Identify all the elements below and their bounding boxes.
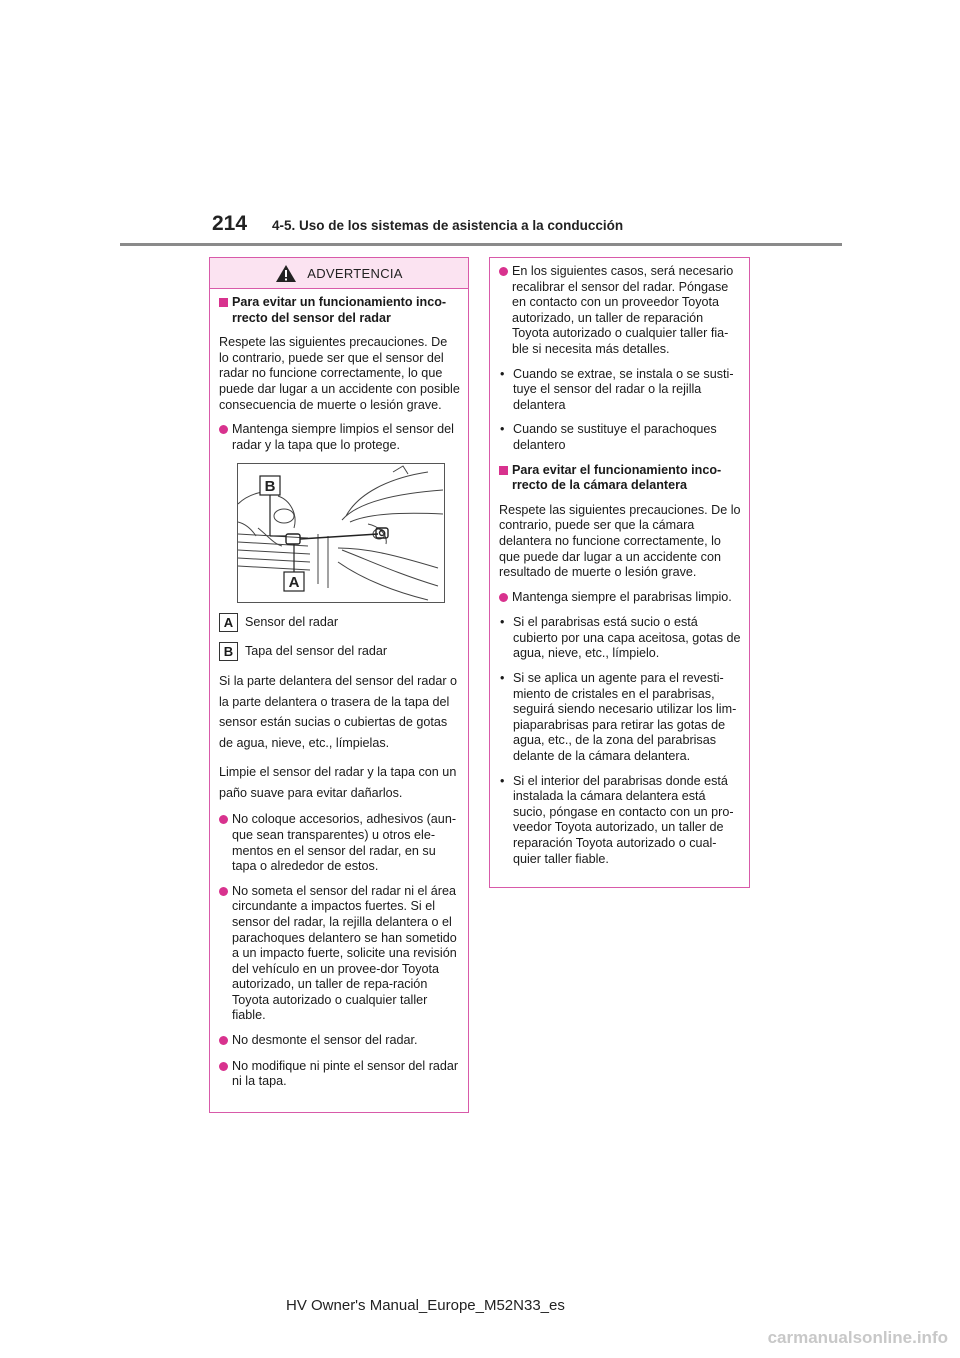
circle-bullet-icon xyxy=(499,593,508,602)
legend-text: Sensor del radar xyxy=(245,615,339,630)
warning-triangle-icon xyxy=(275,264,297,283)
cleaning-paragraph: Limpie el sensor del radar y la tapa con un paño suave para evitar dañarlos. xyxy=(219,765,457,800)
list-item: Mantenga siempre el parabrisas limpio. xyxy=(499,590,741,607)
camera-intro: Respete las siguientes precauciones. De lo contrario, puede ser que la cámara delantera no funcione correctamente, lo que puede dar lugar a un accidente con resultado de muerte o lesión grave. xyxy=(499,502,741,580)
radar-heading: Para evitar un funcionamiento inco-rrecto del sensor del radar xyxy=(219,295,460,326)
car-front-drawing xyxy=(238,464,444,602)
list-item: No coloque accesorios, adhesivos (aun-que sean transparentes) u otros ele-mentos en el sensor del radar, en su tapa o alrededor de estos. xyxy=(219,812,460,874)
sub-bullet: • Cuando se sustituye el parachoques delantero xyxy=(500,422,717,452)
sub-bullet: • Cuando se extrae, se instala o se susti-tuye el sensor del radar o la rejilla delantera xyxy=(500,366,734,412)
legend-text: Tapa del sensor del radar xyxy=(245,644,388,659)
square-bullet-icon xyxy=(219,298,228,307)
warning-left-content xyxy=(210,289,468,1090)
sub-bullet: • Si se aplica un agente para el revesti-miento de cristales en el parabrisas, seguirá siendo necesario utilizar los lim-piaparabrisas para retirar las gotas de agua, etc., de la zona del parabrisas delante de la cámara delantera. xyxy=(500,671,737,764)
camera-heading: Para evitar el funcionamiento inco-rrecto de la cámara delantera xyxy=(499,463,741,494)
circle-bullet-icon xyxy=(499,267,508,276)
warning-box-right xyxy=(489,257,750,888)
radar-sensor-illustration xyxy=(237,463,445,603)
list-item: No desmonte el sensor del radar. xyxy=(219,1033,460,1050)
legend-item xyxy=(219,613,460,632)
sub-bullet: • Si el interior del parabrisas donde está instalada la cámara delantera está sucio, póngase en contacto con un pro-veedor Toyota autorizado, un taller de reparación Toyota autorizado o cual-quier taller fiable. xyxy=(500,773,734,866)
warning-right-content xyxy=(490,258,749,867)
legend-letter: A xyxy=(219,613,238,632)
callout-a: A xyxy=(288,574,300,592)
footer-manual-name: HV Owner's Manual_Europe_M52N33_es xyxy=(286,1297,565,1314)
circle-bullet-icon xyxy=(219,425,228,434)
legend-item xyxy=(219,642,460,661)
header-divider xyxy=(120,243,842,246)
warning-title: ADVERTENCIA xyxy=(307,265,403,281)
circle-bullet-icon xyxy=(219,1062,228,1071)
sub-bullet: • Si el parabrisas está sucio o está cubierto por una capa aceitosa, gotas de agua, nieve, etc., límpielo. xyxy=(500,615,741,661)
list-item: No someta el sensor del radar ni el área circundante a impactos fuertes. Si el sensor del radar, la rejilla delantera o el parachoques delantero se han sometido a un impacto fuerte, solicite una revisión del vehículo en un provee-dor Toyota autorizado, un taller de repa-ración Toyota autorizado o cualquier taller fiable. xyxy=(219,884,460,1024)
warning-box-left xyxy=(209,257,469,1113)
square-bullet-icon xyxy=(499,466,508,475)
cleaning-paragraph: Si la parte delantera del sensor del radar o la parte delantera o trasera de la tapa del sensor están sucias o cubiertas de gotas de agua, nieve, etc., límpielas. xyxy=(219,674,458,750)
legend-letter: B xyxy=(219,642,238,661)
warning-header xyxy=(210,258,468,289)
list-item: En los siguientes casos, será necesario recalibrar el sensor del radar. Póngase en contacto con un proveedor Toyota autorizado, un taller de reparación Toyota autorizado o cualquier taller fia-ble si necesita más detalles. xyxy=(499,264,741,358)
radar-intro: Respete las siguientes precauciones. De lo contrario, puede ser que el sensor del radar no funcione correctamente, lo que puede dar lugar a un accidente con posible consecuencia de muerte o lesión grave. xyxy=(219,335,460,412)
circle-bullet-icon xyxy=(219,887,228,896)
section-title: 4-5. Uso de los sistemas de asistencia a la conducción xyxy=(272,218,624,233)
circle-bullet-icon xyxy=(219,1036,228,1045)
page-number: 214 xyxy=(212,212,248,235)
watermark: carmanualsonline.info xyxy=(767,1328,948,1347)
circle-bullet-icon xyxy=(219,815,228,824)
list-item: No modifique ni pinte el sensor del radar ni la tapa. xyxy=(219,1059,460,1090)
list-item: Mantenga siempre limpios el sensor del radar y la tapa que lo protege. xyxy=(219,422,460,453)
callout-b: B xyxy=(264,478,276,496)
